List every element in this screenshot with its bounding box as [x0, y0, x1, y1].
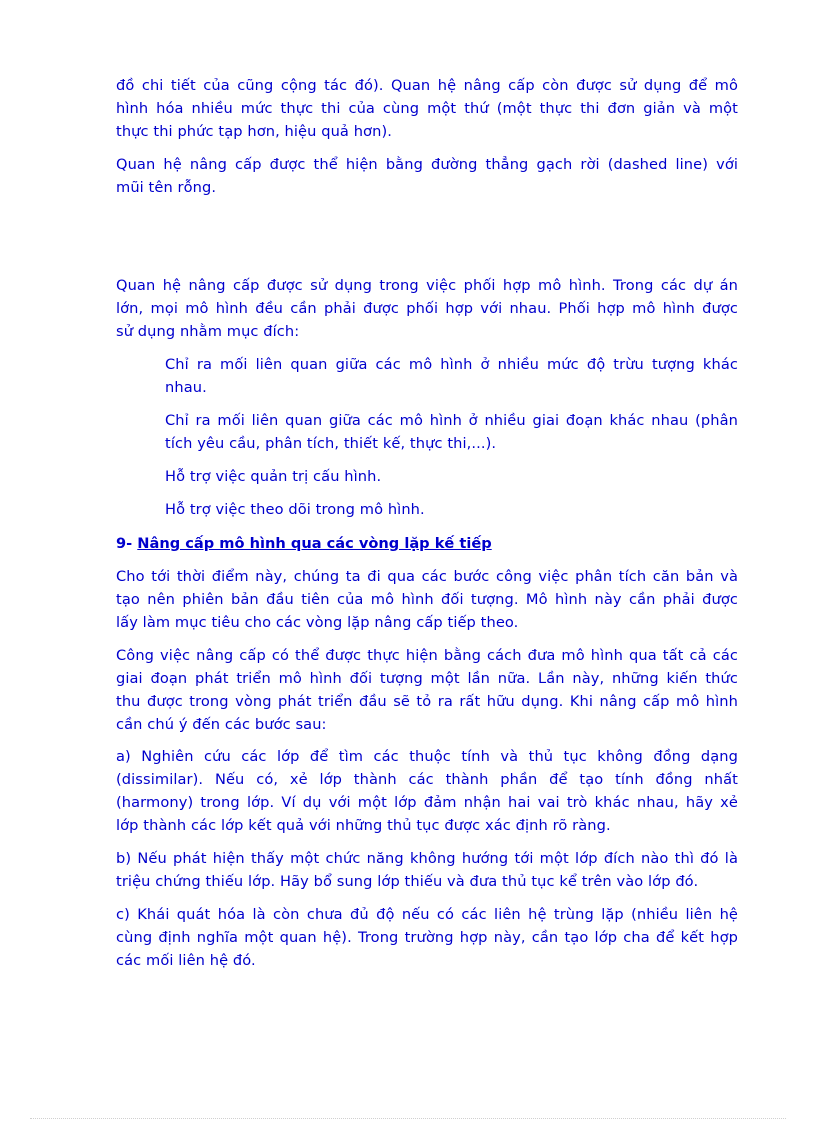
text-line: mũi tên rỗng.	[116, 179, 217, 196]
text-line: cần chú ý đến các bước sau:	[116, 716, 327, 733]
text-line: Chỉ ra mối liên quan giữa các mô hình ở nhiều giai đoạn khác nhau (phân	[165, 412, 738, 429]
text-line: lớn, mọi mô hình đều cần phải được phối hợp với nhau. Phối hợp mô hình được	[116, 300, 738, 317]
text-line: các mối liên hệ đó.	[116, 952, 256, 969]
text-line: cùng định nghĩa một quan hệ). Trong trường hợp này, cần tạo lớp cha để kết hợp	[116, 929, 738, 946]
purpose-item	[165, 465, 738, 488]
paragraph-step-a	[116, 745, 738, 837]
section-title: Nâng cấp mô hình qua các vòng lặp kế tiếp	[137, 535, 492, 552]
text-line: tích yêu cầu, phân tích, thiết kế, thực thi,...).	[165, 435, 497, 452]
paragraph-iteration-intro	[116, 565, 738, 634]
text-line: a) Nghiên cứu các lớp để tìm các thuộc tính và thủ tục không đồng dạng	[116, 748, 738, 765]
text-line: nhau.	[165, 379, 207, 396]
paragraph-step-b	[116, 847, 738, 893]
text-line: Quan hệ nâng cấp được thể hiện bằng đường thẳng gạch rời (dashed line) với	[116, 156, 738, 173]
text-line: lớp thành các lớp kết quả với những thủ tục được xác định rõ ràng.	[116, 817, 611, 834]
text-line: Cho tới thời điểm này, chúng ta đi qua các bước công việc phân tích căn bản và	[116, 568, 738, 585]
text-line: lấy làm mục tiêu cho các vòng lặp nâng cấp tiếp theo.	[116, 614, 519, 631]
text-line: thực thi phức tạp hơn, hiệu quả hơn).	[116, 123, 392, 140]
text-line: triệu chứng thiếu lớp. Hãy bổ sung lớp thiếu và đưa thủ tục kể trên vào lớp đó.	[116, 873, 699, 890]
text-line: (dissimilar). Nếu có, xẻ lớp thành các thành phần để tạo tính đồng nhất	[116, 771, 738, 788]
text-line: Hỗ trợ việc quản trị cấu hình.	[165, 468, 382, 485]
section-number: 9-	[116, 535, 138, 552]
text-line: Chỉ ra mối liên quan giữa các mô hình ở nhiều mức độ trừu tượng khác	[165, 356, 738, 373]
text-line: tạo nên phiên bản đầu tiên của mô hình đối tượng. Mô hình này cần phải được	[116, 591, 738, 608]
paragraph-refinement-notation	[116, 153, 738, 199]
text-line: sử dụng nhằm mục đích:	[116, 323, 300, 340]
text-line: thu được trong vòng phát triển đầu sẽ tỏ ra rất hữu dụng. Khi nâng cấp mô hình	[116, 693, 738, 710]
purpose-item	[165, 353, 738, 399]
text-line: Công việc nâng cấp có thể được thực hiện bằng cách đưa mô hình qua tất cả các	[116, 647, 738, 664]
purpose-item	[165, 498, 738, 521]
text-line: (harmony) trong lớp. Ví dụ với một lớp đảm nhận hai vai trò khác nhau, hãy xẻ	[116, 794, 738, 811]
text-line: đồ chi tiết của cũng cộng tác đó). Quan hệ nâng cấp còn được sử dụng để mô	[116, 77, 738, 94]
text-line: hình hóa nhiều mức thực thi của cùng một thứ (một thực thi đơn giản và một	[116, 100, 738, 117]
text-line: Quan hệ nâng cấp được sử dụng trong việc phối hợp mô hình. Trong các dự án	[116, 277, 738, 294]
paragraph-refinement-detail	[116, 74, 738, 143]
paragraph-model-coordination	[116, 274, 738, 343]
paragraph-iteration-work	[116, 644, 738, 736]
text-line: giai đoạn phát triển mô hình đối tượng một lần nữa. Lần này, những kiến thức	[116, 670, 738, 687]
purpose-item	[165, 409, 738, 455]
section-heading	[116, 532, 492, 555]
text-line: b) Nếu phát hiện thấy một chức năng không hướng tới một lớp đích nào thì đó là	[116, 850, 738, 867]
text-line: Hỗ trợ việc theo dõi trong mô hình.	[165, 501, 425, 518]
paragraph-step-c	[116, 903, 738, 972]
page-bottom-divider	[30, 1118, 786, 1119]
text-line: c) Khái quát hóa là còn chưa đủ độ nếu có các liên hệ trùng lặp (nhiều liên hệ	[116, 906, 738, 923]
